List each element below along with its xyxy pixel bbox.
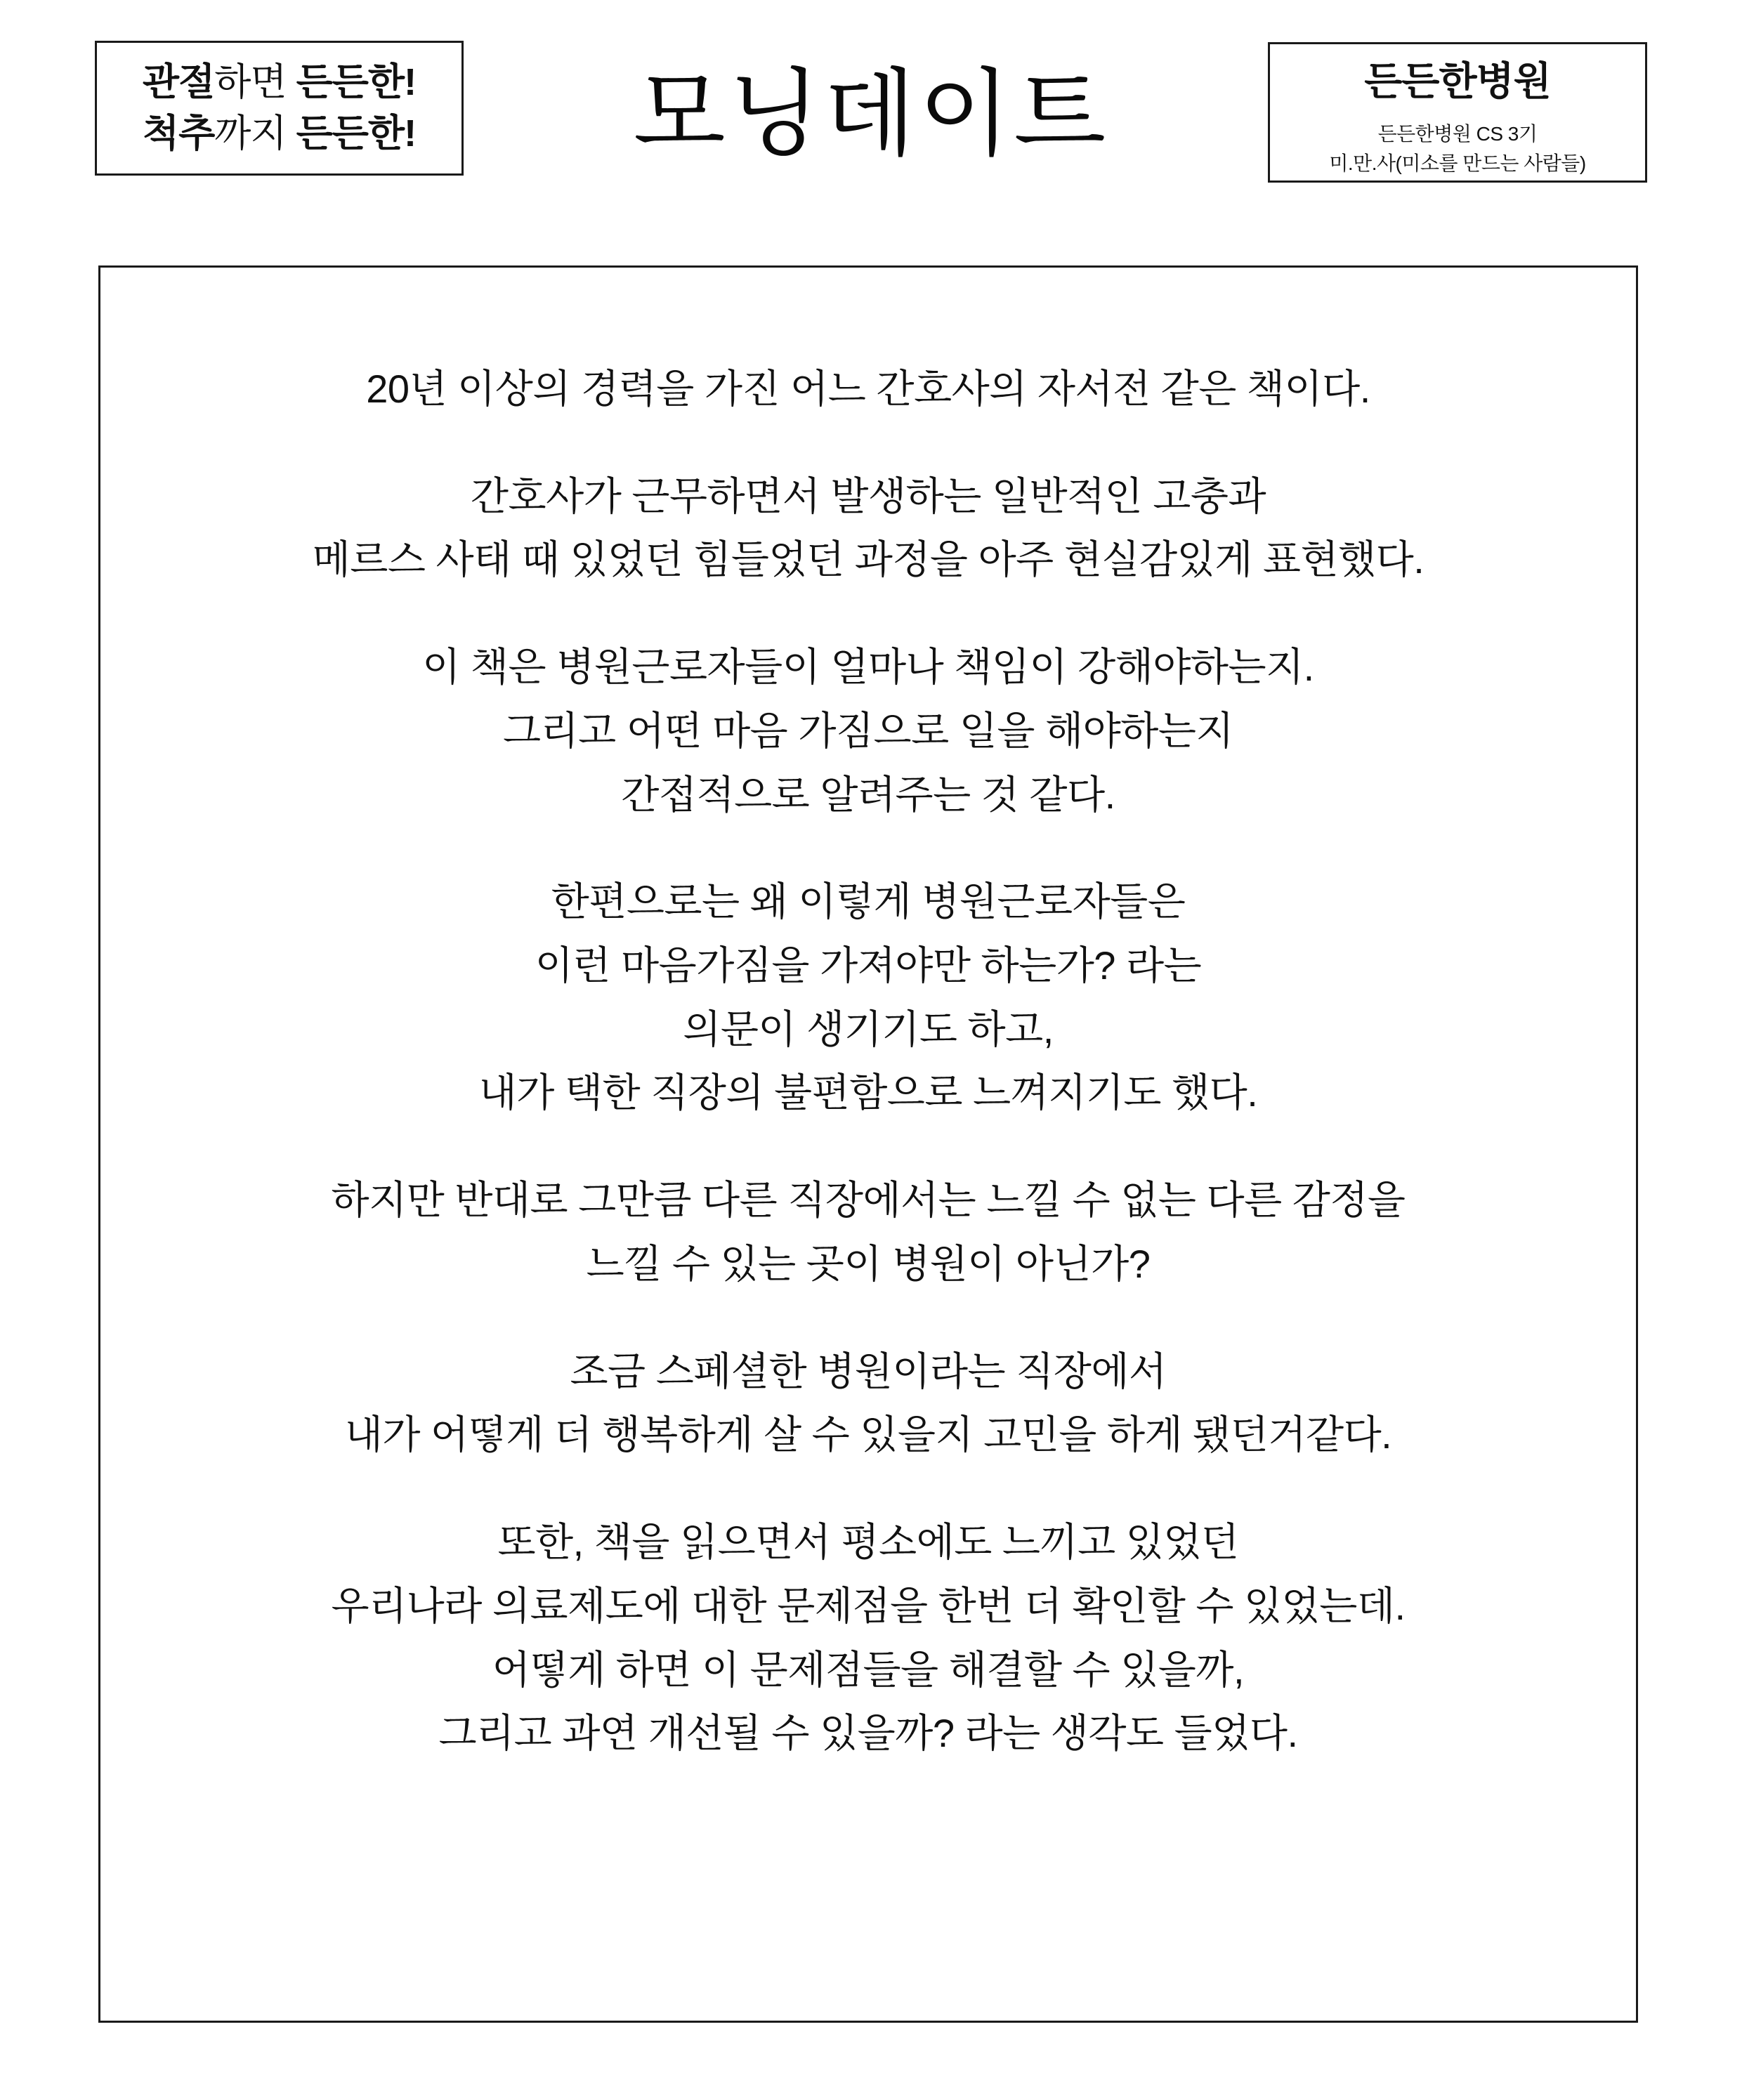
paragraph — [185, 357, 1552, 421]
paragraph-line: 20년 이상의 경력을 가진 어느 간호사의 자서전 같은 책이다. — [366, 367, 1370, 411]
hospital-name: 든든한병원 — [1364, 59, 1551, 103]
paragraph — [185, 1169, 1552, 1296]
paragraph-line: 또한, 책을 읽으면서 평소에도 느끼고 있었던 — [497, 1520, 1239, 1565]
paragraph — [185, 636, 1552, 827]
hospital-subtitle — [1329, 119, 1585, 178]
hospital-info-box — [1268, 42, 1647, 183]
hospital-subtitle-line-2: 미.만.사(미소를 만드는 사람들) — [1329, 152, 1586, 174]
paragraph-line: 어떻게 하면 이 문제점들을 해결할 수 있을까, — [492, 1647, 1245, 1692]
body-text — [100, 268, 1636, 1808]
paragraph — [185, 1511, 1552, 1766]
content-frame — [98, 265, 1638, 2023]
paragraph-line: 그리고 어떤 마음 가짐으로 일을 해야하는지 — [502, 708, 1234, 753]
hospital-subtitle-line-1: 든든한병원 CS 3기 — [1377, 123, 1538, 145]
paragraph-line: 하지만 반대로 그만큼 다른 직장에서는 느낄 수 없는 다른 감정을 — [331, 1178, 1406, 1223]
paragraph-line: 이런 마음가짐을 가져야만 하는가? 라는 — [535, 943, 1202, 988]
slogan-line-1-bold-suffix: 든든한! — [296, 61, 417, 104]
slogan-line-1-bold: 관절 — [142, 61, 215, 104]
paragraph-line: 의문이 생기기도 하고, — [683, 1006, 1054, 1051]
paragraph-line: 우리나라 의료제도에 대한 문제점을 한번 더 확인할 수 있었는데. — [331, 1583, 1406, 1628]
paragraph-line: 그리고 과연 개선될 수 있을까? 라는 생각도 들었다. — [438, 1711, 1298, 1756]
paragraph-line: 메르스 사태 때 있었던 힘들었던 과정을 아주 현실감있게 표현했다. — [312, 537, 1425, 582]
paragraph-line: 느낄 수 있는 곳이 병원이 아닌가? — [586, 1241, 1151, 1286]
paragraph-line: 간접적으로 알려주는 것 같다. — [621, 772, 1115, 817]
page-title: 모닝데이트 — [633, 59, 1109, 170]
slogan-line-2-bold: 척추 — [142, 112, 215, 155]
paragraph — [185, 870, 1552, 1125]
paragraph-line: 내가 어떻게 더 행복하게 살 수 있을지 고민을 하게 됐던거같다. — [344, 1412, 1392, 1457]
paragraph-line: 이 책은 병원근로자들이 얼마나 책임이 강해야하는지. — [422, 645, 1314, 690]
paragraph-line: 조금 스페셜한 병원이라는 직장에서 — [570, 1348, 1167, 1393]
slogan-line-2-bold-suffix: 든든한! — [296, 112, 417, 155]
paragraph-line: 간호사가 근무하면서 발생하는 일반적인 고충과 — [470, 473, 1266, 518]
paragraph — [185, 1340, 1552, 1467]
paragraph — [185, 465, 1552, 592]
paragraph-line: 내가 택한 직장의 불편함으로 느껴지기도 했다. — [478, 1070, 1258, 1115]
slogan-line-2-light: 까지 — [214, 112, 296, 155]
paragraph-line: 한편으로는 왜 이렇게 병원근로자들은 — [551, 879, 1186, 924]
document-header — [95, 0, 1647, 211]
slogan-line-1-light: 하면 — [214, 61, 296, 104]
